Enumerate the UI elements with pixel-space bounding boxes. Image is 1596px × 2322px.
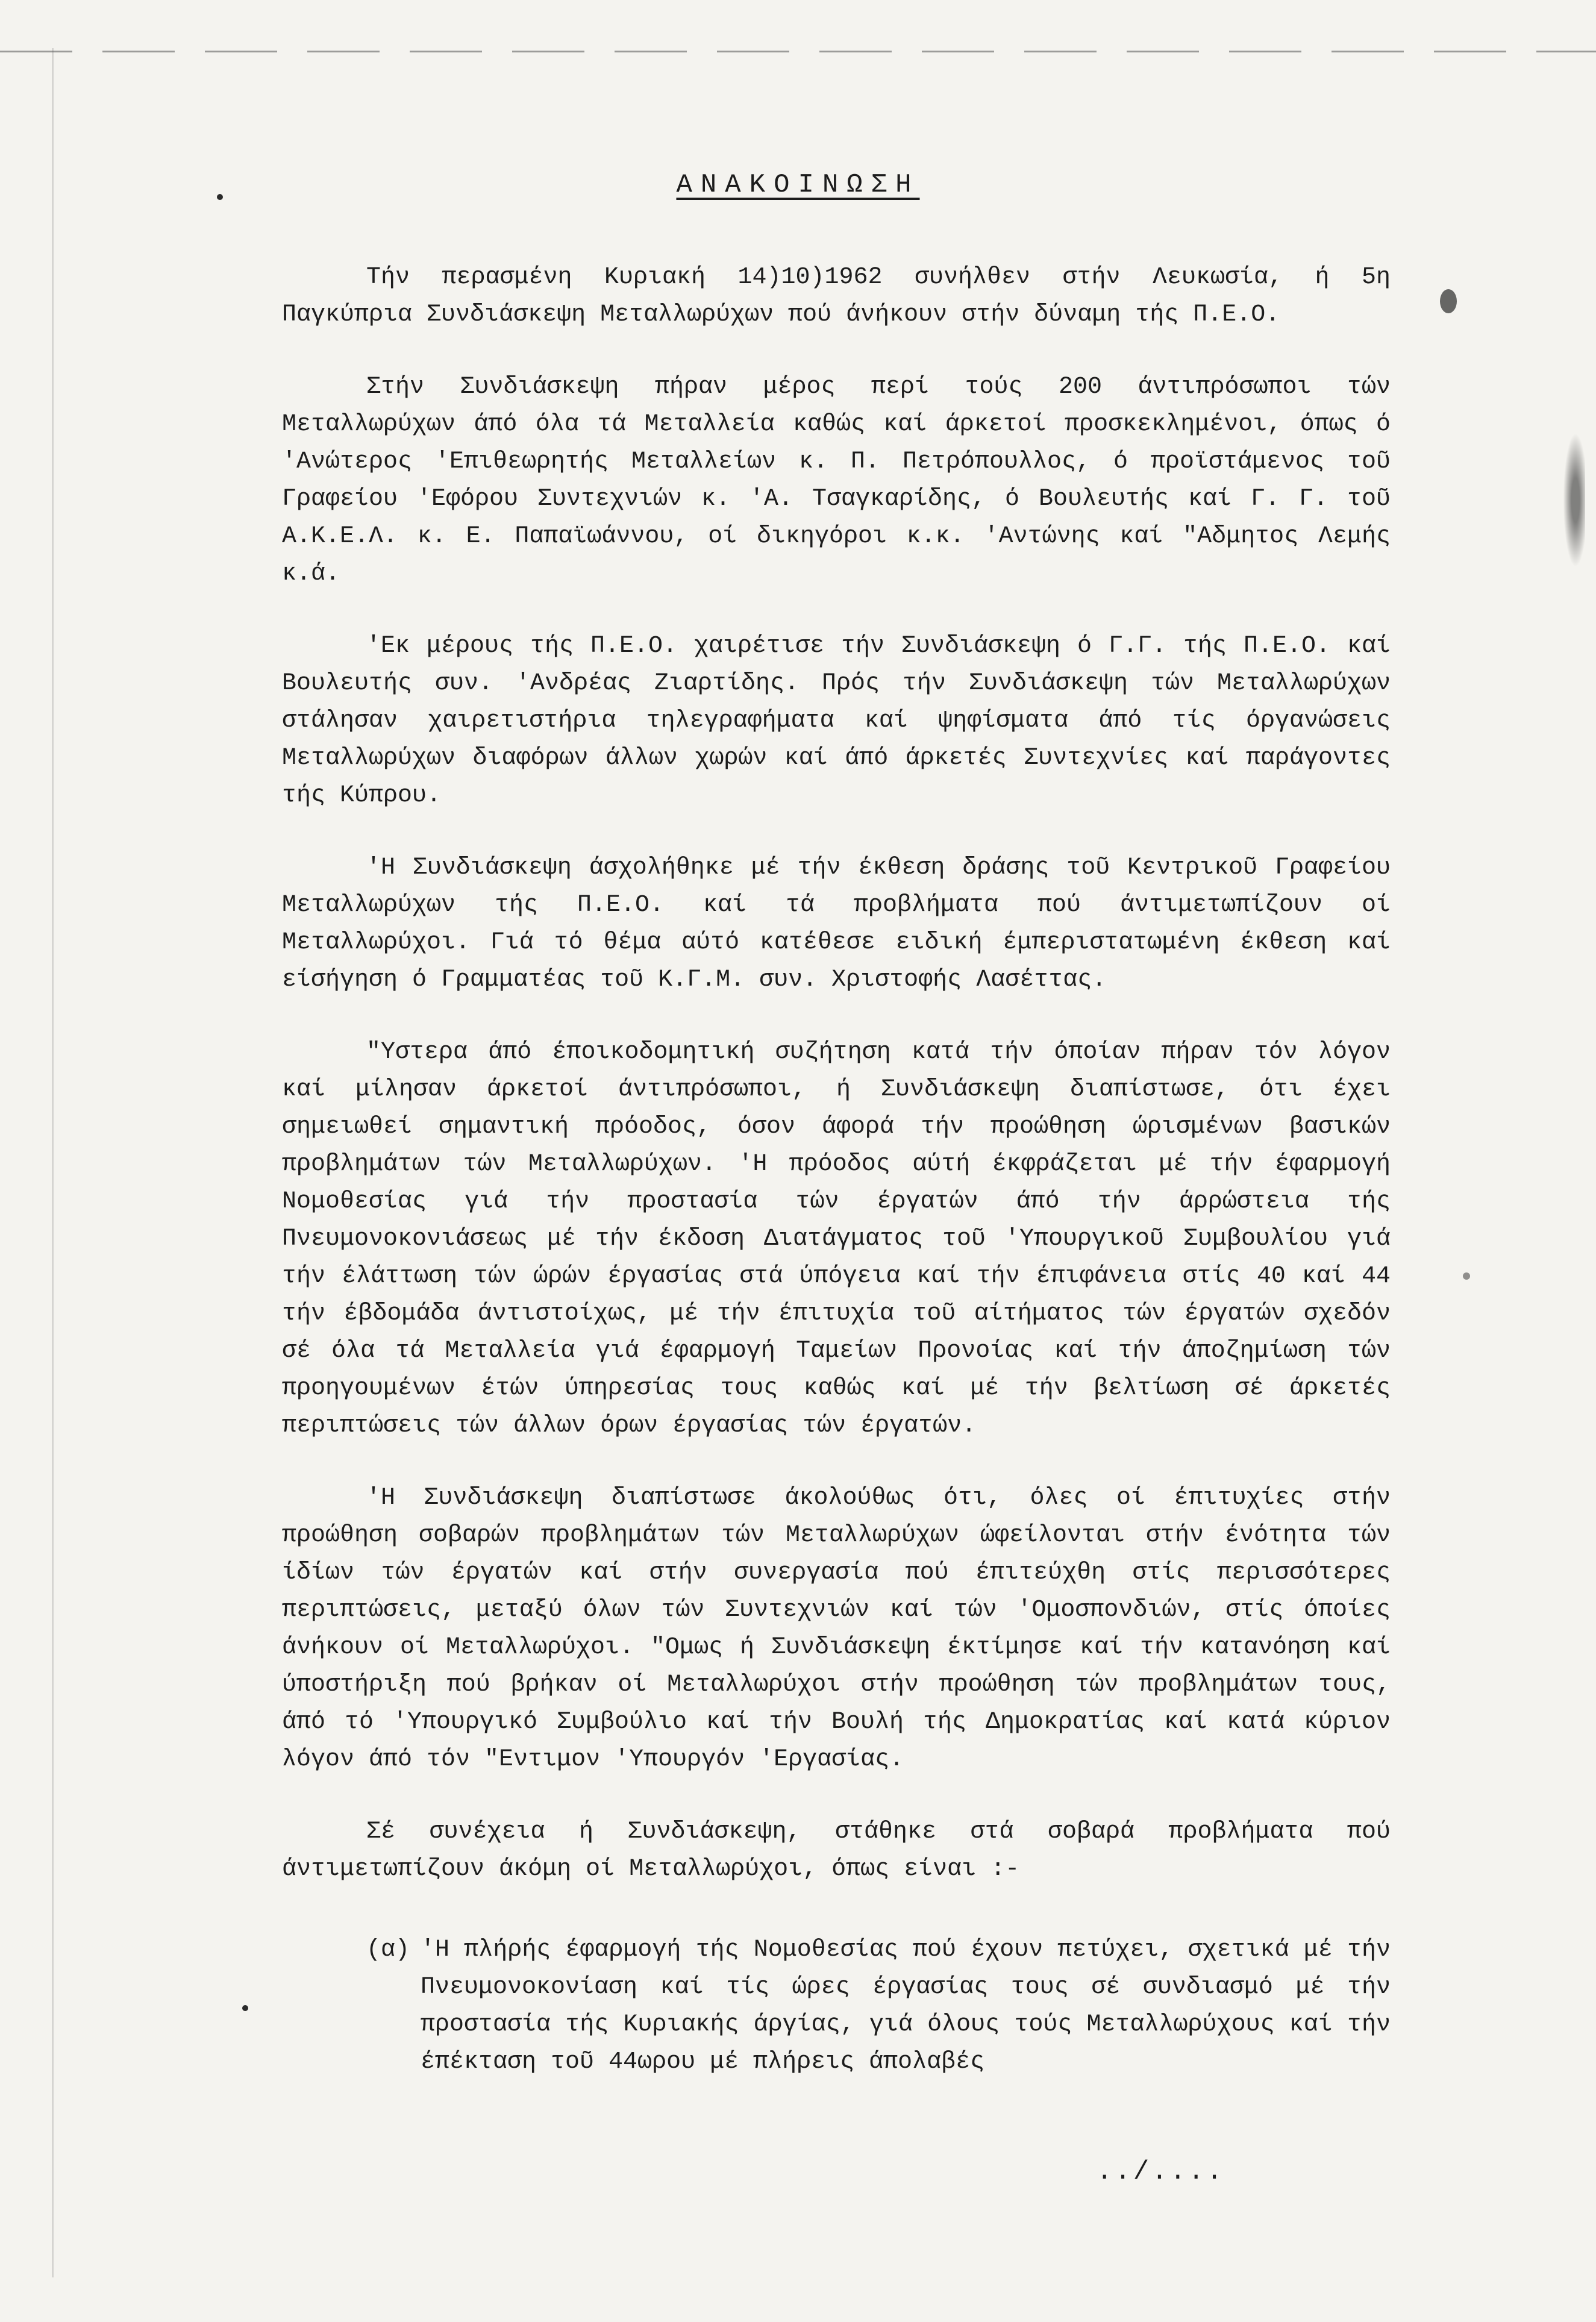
scan-speck: [1463, 1272, 1470, 1280]
scan-blot-right: [1561, 422, 1585, 578]
paragraph-2: Στήν Συνδιάσκεψη πήραν μέρος περί τούς 200 άντιπρόσωποι τών Μεταλλωρύχων άπό όλα τά Μεταλλεία καθώς καί άρκετοί προσκεκλημένοι, όπως ό 'Ανώτερος 'Επιθεωρητής Μεταλλείων κ. Π. Πετρόπουλλος, ό προϊστάμενος τοῦ Γραφείου 'Εφόρου Συντεχνιών κ. 'Α. Τσαγκαρίδης, ό Βουλευτής καί Γ. Γ. τοῦ Α.Κ.Ε.Λ. κ. Ε. Παπαϊωάννου, οί δικηγόροι κ.κ. 'Αντώνης καί "Αδμητος Λεμής κ.ά.: [282, 374, 1391, 587]
paragraph-1: Τήν περασμένη Κυριακή 14)10)1962 συνήλθεν στήν Λευκωσία, ή 5η Παγκύπρια Συνδιάσκεψη Μεταλλωρύχων πού άνήκουν στήν δύναμη τής Π.Ε.Ο.: [282, 264, 1391, 328]
scan-speck: [1440, 289, 1457, 313]
scan-speck: [242, 2005, 248, 2011]
document-body: [282, 259, 1391, 2116]
scan-edge-left: [52, 48, 54, 2277]
list-item-label: (α): [366, 1936, 410, 1964]
paragraph-6: 'Η Συνδιάσκεψη διαπίστωσε άκολούθως ότι, όλες οί έπιτυχίες στήν προώθηση σοβαρών προβλημάτων τών Μεταλλωρύχων ώφείλονται στήν ένότητα τών ίδίων τών έργατών καί στήν συνεργασία πού έπιτεύχθη στίς περισσότερες περιπτώσεις, μεταξύ όλων τών Συντεχνιών καί τών 'Ομοσπονδιών, στίς όποίες άνήκουν οί Μεταλλωρύχοι. "Ομως ή Συνδιάσκεψη έκτίμησε καί τήν κατανόηση καί ύποστήριξη πού βρήκαν οί Μεταλλωρύχοι στήν προώθηση τών προβλημάτων τους, άπό τό 'Υπουργικό Συμβούλιο καί τήν Βουλή τής Δημοκρατίας καί κατά κύριον λόγον άπό τόν "Εντιμον 'Υπουργόν 'Εργασίας.: [282, 1485, 1391, 1773]
list-item-a: [282, 1932, 1391, 2081]
paragraph-5: "Υστερα άπό έποικοδομητική συζήτηση κατά τήν όποίαν πήραν τόν λόγον καί μίλησαν άρκετοί άντιπρόσωποι, ή Συνδιάσκεψη διαπίστωσε, ότι έχει σημειωθεί σημαντική πρόοδος, όσον άφορά τήν προώθηση ώρισμένων βασικών προβλημάτων τών Μεταλλωρύχων. 'Η πρόοδος αύτή έκφράζεται μέ τήν έφαρμογή Νομοθεσίας γιά τήν προστασία τών έργατών άπό τήν άρρώστεια τής Πνευμονοκονιάσεως μέ τήν έκδοση Διατάγματος τοῦ 'Υπουργικοῦ Συμβουλίου γιά τήν έλάττωση τών ώρών έργασίας στά ύπόγεια καί τήν έπιφάνεια στίς 40 καί 44 τήν έβδομάδα άντιστοίχως, μέ τήν έπιτυχία τοῦ αίτήματος τών έργατών σχεδόν σέ όλα τά Μεταλλεία γιά έφαρμογή Ταμείων Προνοίας καί τήν άποζημίωση τών προηγουμένων έτών ύπηρεσίας τους καθώς καί μέ τήν βελτίωση σέ άρκετές περιπτώσεις τών άλλων όρων έργασίας τών έργατών.: [282, 1039, 1391, 1439]
document-title: ΑΝΑΚΟΙΝΩΣΗ: [676, 170, 920, 200]
paragraph-4: 'Η Συνδιάσκεψη άσχολήθηκε μέ τήν έκθεση δράσης τοῦ Κεντρικοῦ Γραφείου Μεταλλωρύχων τής Π.Ε.Ο. καί τά προβλήματα πού άντιμετωπίζουν οί Μεταλλωρύχοι. Γιά τό θέμα αύτό κατέθεσε ειδική έμπεριστατωμένη έκθεση καί είσήγηση ό Γραμματέας τοῦ Κ.Γ.Μ. συν. Χριστοφής Λασέττας.: [282, 854, 1391, 994]
scan-edge-top: [0, 51, 1596, 52]
paragraph-7: Σέ συνέχεια ή Συνδιάσκεψη, στάθηκε στά σοβαρά προβλήματα πού άντιμετωπίζουν άκόμη οί Μεταλλωρύχοι, όπως είναι :-: [282, 1818, 1391, 1883]
paragraph-3: 'Εκ μέρους τής Π.Ε.Ο. χαιρέτισε τήν Συνδιάσκεψη ό Γ.Γ. τής Π.Ε.Ο. καί Βουλευτής συν. 'Ανδρέας Ζιαρτίδης. Πρός τήν Συνδιάσκεψη τών Μεταλλωρύχων στάλησαν χαιρετιστήρια τηλεγραφήματα καί ψηφίσματα άπό τίς όργανώσεις Μεταλλωρύχων διαφόρων άλλων χωρών καί άπό άρκετές Συντεχνίες καί παράγοντες τής Κύπρου.: [282, 633, 1391, 809]
continuation-mark: ../....: [1097, 2157, 1225, 2187]
list-item-text: 'Η πλήρής έφαρμογή τής Νομοθεσίας πού έχουν πετύχει, σχετικά μέ τήν Πνευμονοκονίαση καί τίς ώρες έργασίας τους σέ συνδιασμό μέ τήν προστασία τής Κυριακής άργίας, γιά όλους τούς Μεταλλωρύχους καί τήν έπέκταση τοῦ 44ωρου μέ πλήρεις άπολαβές: [421, 1936, 1391, 2076]
